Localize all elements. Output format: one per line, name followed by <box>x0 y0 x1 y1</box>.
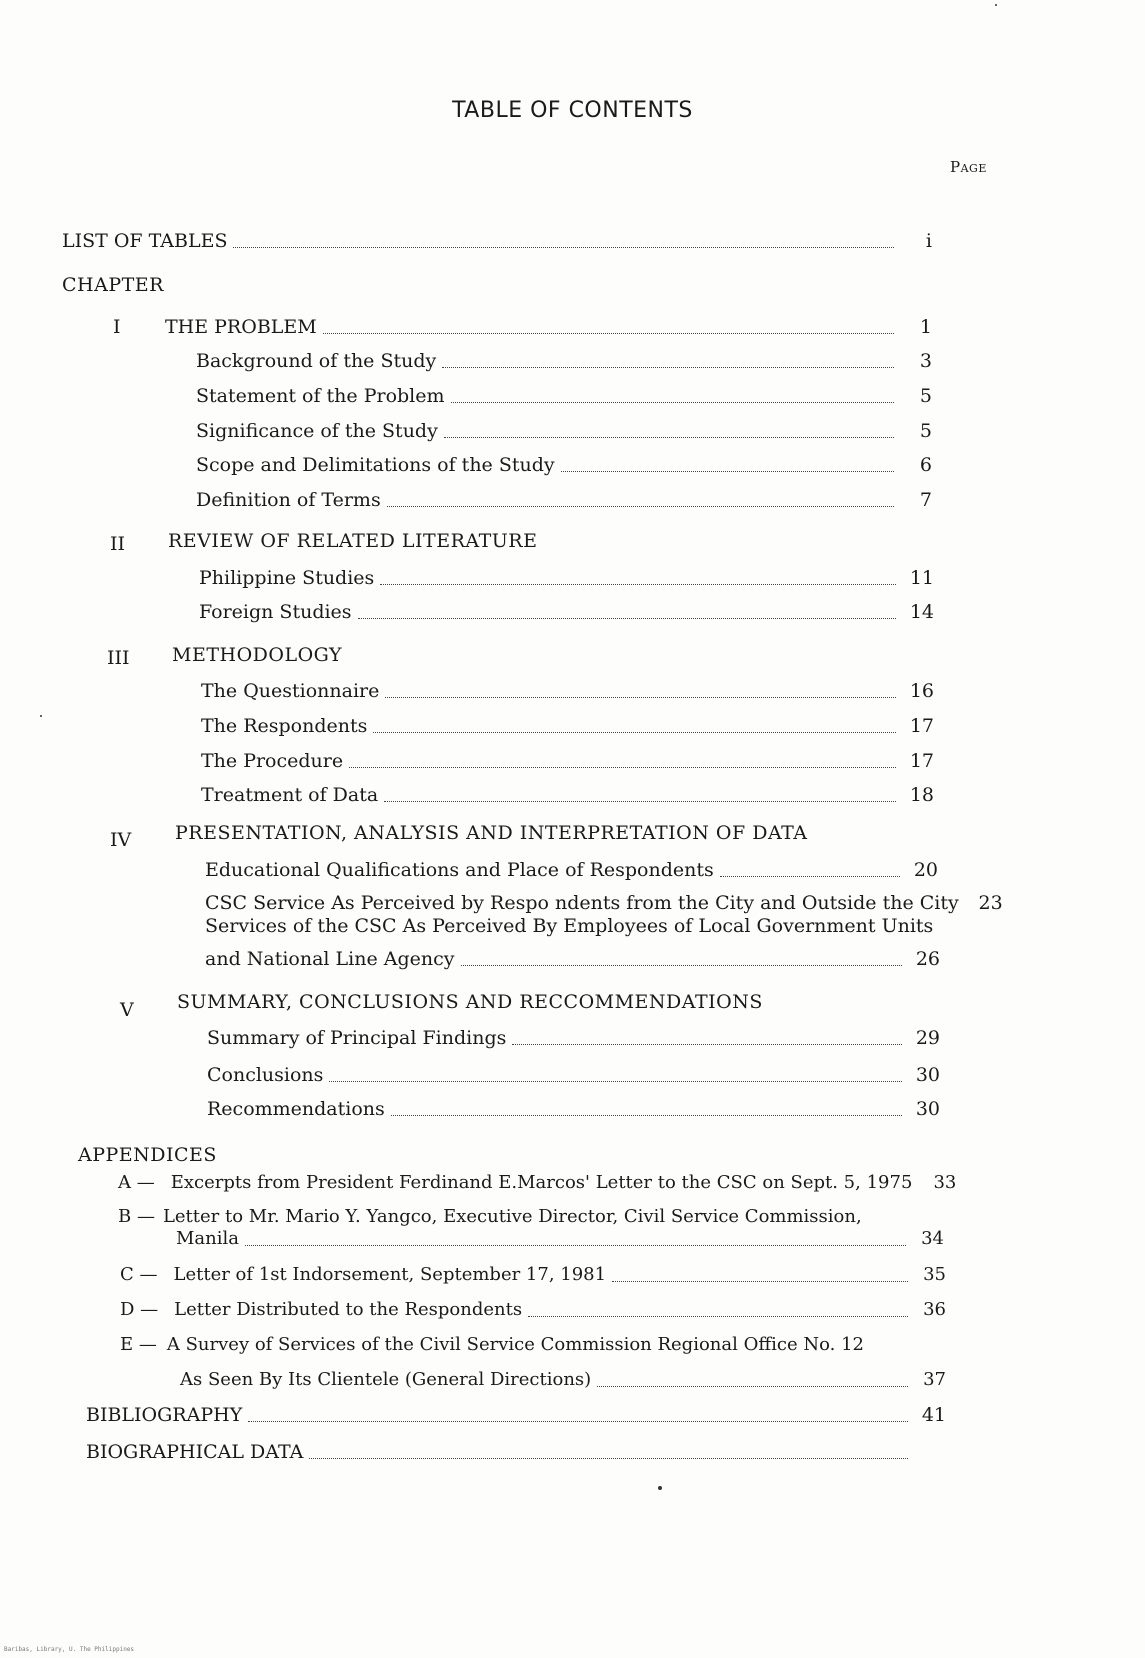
appendix-letter: E — <box>120 1334 157 1355</box>
leader-dots <box>329 1080 902 1082</box>
section-label: Significance of the Study <box>196 420 438 442</box>
leader-dots <box>451 401 894 403</box>
leader-dots <box>444 436 894 438</box>
appendix-label: Excerpts from President Ferdinand E.Marcos' Letter to the CSC on Sept. 5, 1975 <box>170 1172 913 1193</box>
chapter-title: THE PROBLEM <box>165 316 317 338</box>
toc-page-number: 7 <box>919 489 932 511</box>
toc-section[interactable] <box>201 750 934 772</box>
leader-dots <box>391 1114 902 1116</box>
toc-entry-label: BIOGRAPHICAL DATA <box>86 1441 304 1463</box>
toc-appendix-e[interactable] <box>180 1369 946 1390</box>
leader-dots <box>384 800 896 802</box>
toc-page-number: 6 <box>919 454 932 476</box>
section-label-continuation: and National Line Agency <box>205 948 455 970</box>
toc-page-number: i <box>925 230 932 252</box>
chapter-numeral: I <box>113 316 121 338</box>
chapter-title[interactable]: SUMMARY, CONCLUSIONS AND RECCOMMENDATIONS <box>177 991 763 1013</box>
toc-entry-bibliography[interactable] <box>86 1404 946 1426</box>
toc-page-number: 37 <box>923 1369 946 1390</box>
appendix-label: A Survey of Services of the Civil Service Commission Regional Office No. 12 <box>166 1334 864 1355</box>
chapter-title[interactable]: METHODOLOGY <box>172 644 343 666</box>
toc-section[interactable] <box>201 680 934 702</box>
scan-speck <box>995 4 997 6</box>
appendices-label: APPENDICES <box>78 1144 217 1166</box>
toc-page-number: 5 <box>919 385 932 407</box>
toc-section[interactable] <box>196 350 932 372</box>
toc-page-number: 18 <box>909 784 934 806</box>
leader-dots <box>358 617 896 619</box>
appendix-letter: B — <box>118 1206 155 1227</box>
toc-page-number: 26 <box>915 948 940 970</box>
section-label: The Procedure <box>201 750 344 772</box>
toc-page-number: 35 <box>923 1264 946 1285</box>
toc-page-number: 3 <box>919 350 932 372</box>
leader-dots <box>512 1043 902 1045</box>
section-label: Conclusions <box>207 1064 324 1086</box>
leader-dots <box>720 875 900 877</box>
appendix-label-continuation: As Seen By Its Clientele (General Directions) <box>180 1369 592 1390</box>
section-label: Recommendations <box>207 1098 385 1120</box>
leader-dots <box>380 583 896 585</box>
leader-dots <box>528 1315 908 1317</box>
toc-entry-biographical-data[interactable] <box>86 1441 946 1463</box>
toc-appendix-b[interactable] <box>176 1228 944 1249</box>
chapter-title[interactable]: REVIEW OF RELATED LITERATURE <box>168 530 538 552</box>
toc-appendix-c[interactable] <box>120 1264 946 1285</box>
chapter-numeral: II <box>110 533 126 555</box>
toc-section[interactable] <box>207 1027 940 1049</box>
section-label: Summary of Principal Findings <box>207 1027 507 1049</box>
chapter-numeral: IV <box>110 829 132 851</box>
toc-appendix-e-first-line <box>120 1334 864 1355</box>
leader-dots <box>248 1420 908 1422</box>
appendix-letter: C — <box>120 1264 158 1285</box>
toc-page-number: 14 <box>909 601 934 623</box>
chapter-numeral: III <box>107 647 130 669</box>
toc-entry-label: BIBLIOGRAPHY <box>86 1404 243 1426</box>
toc-page-number: 1 <box>919 316 932 338</box>
appendix-letter: D — <box>120 1299 159 1320</box>
toc-page-number: 34 <box>921 1228 944 1249</box>
toc-section[interactable] <box>196 420 932 442</box>
appendix-label-continuation: Manila <box>176 1228 239 1249</box>
leader-dots <box>323 332 894 334</box>
toc-appendix-a[interactable] <box>118 1172 957 1193</box>
toc-section[interactable] <box>205 892 1003 914</box>
section-label: Statement of the Problem <box>196 385 445 407</box>
section-label: CSC Service As Perceived by Respo ndents from the City and Outside the City <box>205 892 959 914</box>
toc-section[interactable] <box>201 715 934 737</box>
scan-footer-note: Baribas, Library, U. The Philippines <box>4 1646 135 1653</box>
toc-appendix-d[interactable] <box>120 1299 946 1320</box>
section-label: Scope and Delimitations of the Study <box>196 454 555 476</box>
scan-speck <box>658 1486 662 1490</box>
toc-page-number: 17 <box>909 715 934 737</box>
toc-section[interactable] <box>207 1064 940 1086</box>
section-label: Foreign Studies <box>199 601 352 623</box>
leader-dots <box>245 1244 906 1246</box>
leader-dots <box>597 1385 908 1387</box>
toc-page-number: 20 <box>913 859 938 881</box>
section-label: Educational Qualifications and Place of Respondents <box>205 859 714 881</box>
leader-dots <box>612 1280 908 1282</box>
toc-section[interactable] <box>196 385 932 407</box>
toc-section[interactable] <box>196 454 932 476</box>
section-label: Background of the Study <box>196 350 437 372</box>
toc-page-number: 30 <box>915 1064 940 1086</box>
leader-dots <box>442 366 894 368</box>
toc-section[interactable] <box>205 859 938 881</box>
toc-chapter-1[interactable] <box>165 316 932 338</box>
chapter-numeral: V <box>120 999 134 1021</box>
toc-page-number: 41 <box>921 1404 946 1426</box>
chapter-title[interactable]: PRESENTATION, ANALYSIS AND INTERPRETATION OF DATA <box>175 822 808 844</box>
toc-section[interactable] <box>201 784 934 806</box>
leader-dots <box>385 696 896 698</box>
leader-dots <box>233 246 894 248</box>
leader-dots <box>349 766 896 768</box>
appendix-label: Letter of 1st Indorsement, September 17, 1981 <box>173 1264 607 1285</box>
section-label-first-line: Services of the CSC As Perceived By Employees of Local Government Units <box>205 915 934 937</box>
toc-page-number: 29 <box>915 1027 940 1049</box>
toc-page-number: 17 <box>909 750 934 772</box>
chapter-label: CHAPTER <box>62 274 164 296</box>
toc-section[interactable] <box>205 948 940 970</box>
page-column-header: Page <box>950 158 987 176</box>
toc-section[interactable] <box>196 489 932 511</box>
toc-page-number: 33 <box>933 1172 957 1193</box>
section-label: The Respondents <box>201 715 368 737</box>
toc-page-number: 11 <box>909 567 934 589</box>
toc-entry-list-of-tables[interactable] <box>62 230 932 252</box>
toc-appendix-b-first-line <box>118 1206 862 1227</box>
leader-dots <box>561 470 894 472</box>
appendix-letter: A — <box>118 1172 155 1193</box>
toc-section[interactable] <box>199 567 934 589</box>
section-label: Treatment of Data <box>201 784 379 806</box>
toc-entry-label: LIST OF TABLES <box>62 230 228 252</box>
toc-page-number: 5 <box>919 420 932 442</box>
toc-section[interactable] <box>207 1098 940 1120</box>
toc-page-number: 30 <box>915 1098 940 1120</box>
toc-section[interactable] <box>199 601 934 623</box>
leader-dots <box>309 1457 908 1459</box>
scan-speck <box>40 715 42 717</box>
section-label: The Questionnaire <box>201 680 380 702</box>
section-label: Philippine Studies <box>199 567 375 589</box>
toc-page-number: 23 <box>978 892 1003 914</box>
toc-page-number: 36 <box>923 1299 946 1320</box>
leader-dots <box>461 964 902 966</box>
leader-dots <box>387 505 894 507</box>
appendix-label: Letter to Mr. Mario Y. Yangco, Executive Director, Civil Service Commission, <box>162 1206 862 1227</box>
appendix-label: Letter Distributed to the Respondents <box>174 1299 523 1320</box>
toc-page-number: 16 <box>909 680 934 702</box>
section-label: Definition of Terms <box>196 489 381 511</box>
leader-dots <box>373 731 896 733</box>
page-title: TABLE OF CONTENTS <box>452 98 693 123</box>
